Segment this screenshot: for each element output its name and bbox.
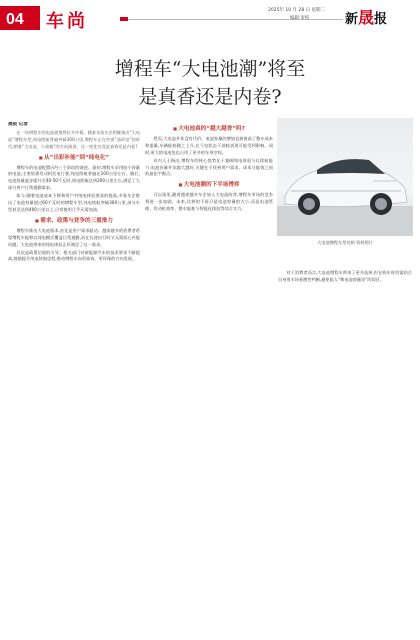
article-column-3 — [278, 270, 412, 635]
newspaper-logo: 新晟报 — [345, 8, 388, 27]
article-headline — [40, 55, 380, 111]
headline-line-1: 增程车“大电池潮”将至 — [114, 58, 306, 80]
car-photo — [277, 118, 413, 236]
paragraph: 其次是政策层面的引导。相关部门对新能源汽车的技术要求不断提高,鼓励提升纯电续航里程,推动增程车向更高效、更环保的方向发展。 — [8, 249, 140, 262]
author-byline: 晟报 记者 — [8, 122, 28, 127]
header-accent-bar — [120, 17, 128, 21]
headline-line-2: 是真香还是内卷? — [138, 86, 282, 108]
section-badge — [0, 6, 40, 30]
header-rule — [128, 19, 343, 20]
paragraph: 如今,随着电池成本下降和用户对纯电体验要求的提高,多家车企推出了电池容量超过60千瓦时的增程车型,纯电续航突破300公里,部分车型甚至达到400公里以上,日常使用几乎无需加油。 — [8, 193, 140, 212]
subhead-2: ■ 需求、政策与竞争的三重推力 — [8, 218, 140, 225]
section-number: 04 — [6, 11, 24, 28]
subhead-1: ■ 从“出彩补能”到“纯电化” — [8, 155, 140, 162]
page-header — [0, 0, 420, 34]
paragraph: 对于消费者而言,大电池增程车带来了更多选择,但在购车时仍需结合自身用车场景理性判断,避免陷入“唯电池容量论”的误区。 — [278, 270, 412, 282]
subhead-4: ■ 大电池潮的下半场博弈 — [145, 182, 273, 189]
photo-caption: 大电池增程车型亮相 资料图片 — [317, 240, 373, 245]
car-illustration — [277, 118, 413, 236]
paragraph: 增程车的电池配置历经三个阶段的演进。最初,增程车采用较小容量的电池,主要依靠发动机发电行驶,纯电续航普遍在100公里左右。随后,电池容量逐步提升至40-50千瓦时,纯电续航达到200公里左右,满足了大部分用户日常通勤需求。 — [8, 164, 140, 191]
paragraph: 增程车推出大电池版本,首先是用户需求驱动。越来越多的消费者希望增程车能够以纯电模式覆盖日常通勤,而在长途出行时又无需担心补能问题。大电池带来的纯电体验正好满足了这一需求。 — [8, 227, 140, 247]
issue-date: 2025年 10 月 28 日 星期二 — [268, 8, 326, 13]
article-column-2 — [145, 122, 273, 632]
paragraph: 然而,大电池并非没有代价。电池容量的增加直接推高了整车成本和重量,车辆能耗随之上升,在亏电状态下油耗表现可能受到影响。同时,更大的电池包也占用了更多的车身空间。 — [145, 135, 273, 155]
editor-credit: 编辑 审校 — [290, 16, 310, 21]
article-column-1 — [8, 122, 140, 632]
section-title: 车尚 — [46, 11, 88, 32]
subhead-3: ■ 大电池真的“越大越香”吗? — [145, 126, 273, 133]
paragraph: 业内人士指出,增程车的核心优势在于兼顾纯电体验与长续航能力,电池容量并非越大越好,关键在于找到用户需求、成本与能效之间的最佳平衡点。 — [145, 157, 273, 177]
paragraph: 可以预见,随着越来越多车企加入大电池阵营,增程车市场的竞争将进一步加剧。未来,比拼的不再只是电池容量的大小,而是电池管理、发动机效率、整车能耗与智能化体验等综合实力。 — [145, 192, 273, 212]
article-lead: 在一场增程车的电池战悄然拉开序幕。随着各家车企相继推出“大电池”增程车型,纯电续航普遍突破300公里,增程车正在告别“油改电”的时代,朝着“大电池、小油箱”的方向演进。这一变化究竟是真香还是内卷? — [8, 129, 140, 149]
